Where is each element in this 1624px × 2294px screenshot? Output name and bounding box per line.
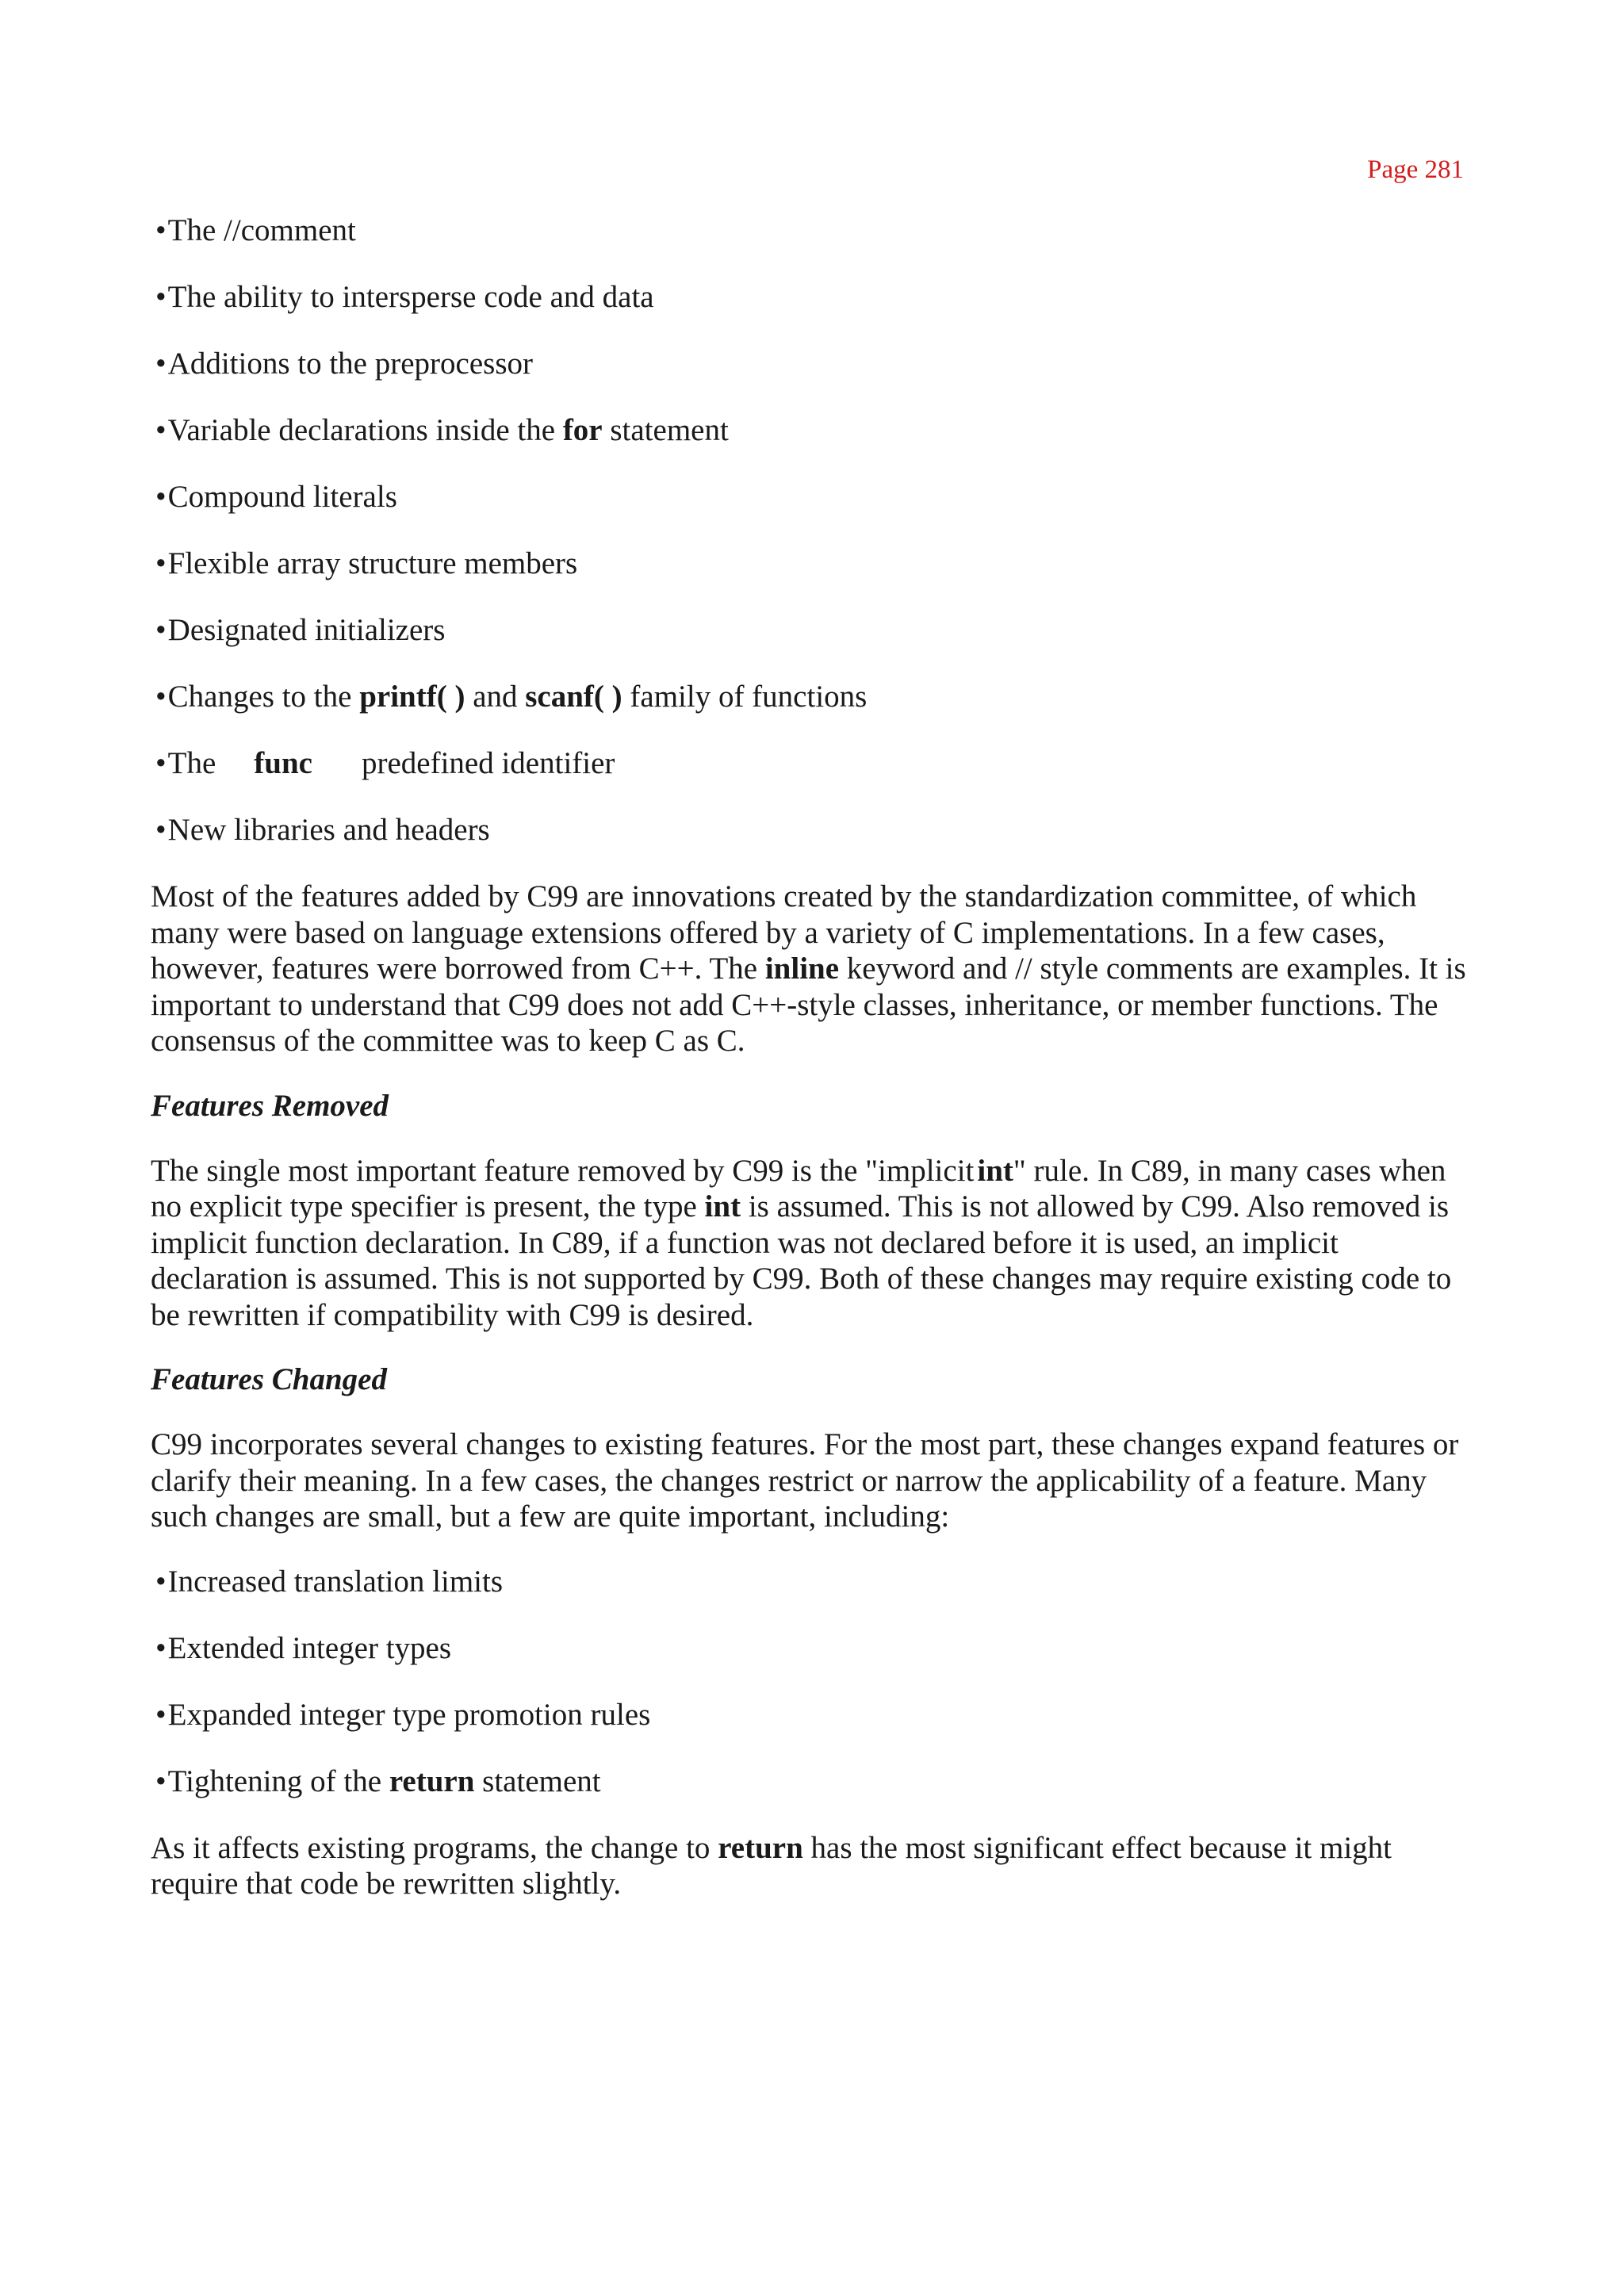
page-content (151, 213, 1467, 1931)
paragraph-return-effect: As it affects existing programs, the change to return has the most significant effect because it might require that code be rewritten slightly. (151, 1830, 1392, 1901)
bullet-glyph: • (155, 1630, 167, 1665)
keyword-int: int (977, 1153, 1013, 1188)
list-item: •Expanded integer type promotion rules (155, 1697, 651, 1732)
section-heading-removed: Features Removed (151, 1088, 389, 1123)
list-item: •The //comment (155, 213, 356, 247)
bullet-glyph: • (155, 680, 167, 714)
bullet-glyph: • (155, 613, 167, 647)
list-item: •The ability to intersperse code and data (155, 280, 654, 314)
list-item: •New libraries and headers (155, 813, 490, 847)
bullet-glyph: • (155, 480, 167, 514)
section-heading-changed: Features Changed (151, 1362, 387, 1396)
list-item: •Tightening of the return statement (155, 1764, 601, 1798)
paragraph-features-changed: C99 incorporates several changes to existing features. For the most part, these changes expand features or clarify their meaning. In a few cases, the changes restrict or narrow the applicability of a feature. Many such changes are small, but a few are quite important, including: (151, 1427, 1459, 1534)
paragraph-features-removed: The single most important feature removed by C99 is the "implicit int" rule. In C89, in many cases when no explicit type specifier is present, the type int is assumed. This is not allowed by C99. Also removed is implicit function declaration. In C89, if a function was not declared before it is used, an implicit declaration is assumed. This is not supported by C99. Both of these changes may require existing code to be rewritten if compatibility with C99 is desired. (151, 1153, 1452, 1332)
bullet-glyph: • (155, 1764, 167, 1798)
list-item: •Additions to the preprocessor (155, 347, 533, 381)
list-item: •Variable declarations inside the for statement (155, 413, 729, 447)
keyword-return: return (389, 1764, 475, 1798)
keyword-inline: inline (764, 952, 840, 986)
list-item: •Changes to the printf( ) and scanf( ) family of functions (155, 680, 868, 714)
bullet-glyph: • (155, 347, 167, 381)
bullet-glyph: • (155, 213, 167, 247)
list-item: •Increased translation limits (155, 1564, 504, 1599)
list-item: •Extended integer types (155, 1630, 452, 1665)
list-item: •Compound literals (155, 480, 397, 514)
list-item: •The func predefined identifier (155, 746, 615, 780)
page-number: Page 281 (1367, 155, 1464, 184)
keyword-func: func (254, 746, 312, 780)
bullet-glyph: • (155, 1697, 167, 1732)
paragraph-features-added: Most of the features added by C99 are innovations created by the standardization committee, of which many were based on language extensions offered by a variety of C implementations. In a few cases, however, features were borrowed from C++. The inline keyword and // style comments are examples. It is important to understand that C99 does not add C++-style classes, inheritance, or member functions. The consensus of the committee was to keep C as C. (151, 879, 1466, 1058)
keyword-return: return (718, 1830, 803, 1865)
bullet-glyph: • (155, 813, 167, 847)
list-item: •Designated initializers (155, 613, 446, 647)
list-item: •Flexible array structure members (155, 546, 578, 580)
bullet-glyph: • (155, 280, 167, 314)
keyword-for: for (562, 413, 603, 447)
bullet-glyph: • (155, 746, 167, 780)
bullet-glyph: • (155, 546, 167, 580)
keyword-scanf: scanf( ) (525, 680, 622, 714)
keyword-int: int (704, 1189, 741, 1224)
bullet-glyph: • (155, 1564, 167, 1599)
bullet-glyph: • (155, 413, 167, 447)
keyword-printf: printf( ) (359, 680, 465, 714)
